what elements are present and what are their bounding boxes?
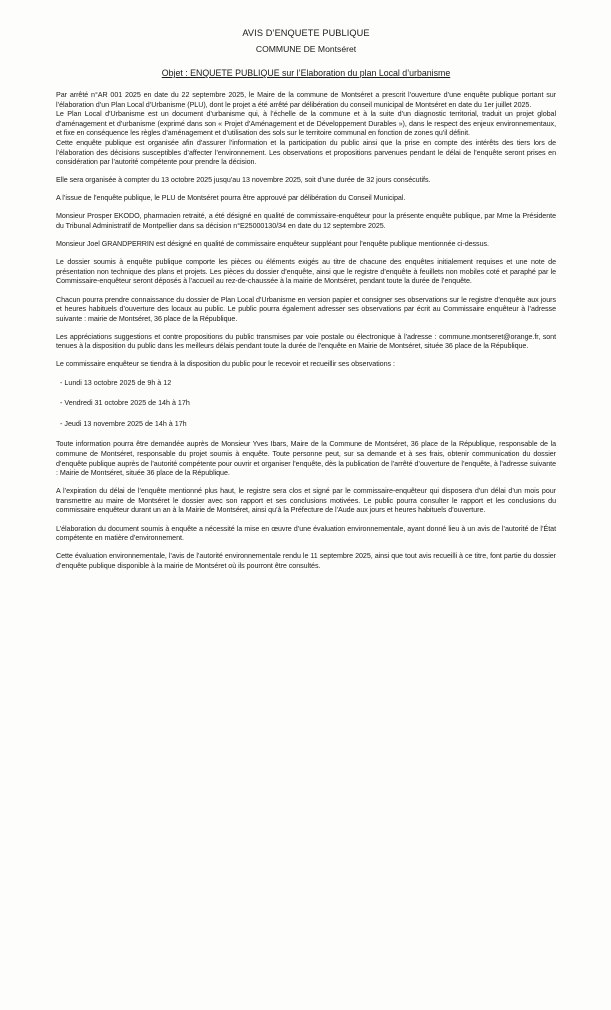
paragraph-arrete: Par arrêté n°AR 001 2025 en date du 22 septembre 2025, le Maire de la commune de Montséret a prescrit l’ouverture d’une enquête publique portant sur l’élaboration d’un Plan Local d’Urbanisme (PLU), dont le projet a été arrêté par délibération du conseil municipal de Montséret en date du 1er juillet 2025. [56,91,556,109]
paragraph-duree: Elle sera organisée à compter du 13 octobre 2025 jusqu’au 13 novembre 2025, soit d’une durée de 32 jours consécutifs. [56,176,431,185]
paragraph-permanences-intro: Le commissaire enquêteur se tiendra à la disposition du public pour le recevoir et recueillir ses observations : [56,360,395,369]
paragraph-consultation: Chacun pourra prendre connaissance du dossier de Plan Local d’Urbanisme en version papier et consigner ses observations sur le registre d’enquête aux jours et heures habituels d’ouverture des locaux au public. Le public pourra également adresser ses observations par écrit au Commissaire enquêteur à l’adresse suivante : mairie de Montséret, 36 place de la République. [56,295,556,323]
paragraph-approbation: A l’issue de l’enquête publique, le PLU de Montséret pourra être approuvé par délibération du Conseil Municipal. [56,194,406,203]
paragraph-dossier: Le dossier soumis à enquête publique comporte les pièces ou éléments exigés au titre de chacune des enquêtes initialement requises et une note de présentation non technique des plans et projets. Les pièces du dossier d’enquête, ainsi que le registre d’enquête à feuillets non mobiles coté et paraphé par le Commissaire-enquêteur seront déposés à l’accueil au rez-de-chaussée à la mairie de Montséret, pendant toute la durée de l’enquête. [56,258,556,286]
notice-document [56,28,556,580]
list-item: - Jeudi 13 novembre 2025 de 14h à 17h [56,420,556,430]
paragraph-evaluation: L’élaboration du document soumis à enquête a nécessité la mise en œuvre d’une évaluation environnementale, ayant donné lieu à un avis de l’autorité de l’État compétente en matière d’environnement. [56,524,556,543]
paragraph-commissaire: Monsieur Prosper EKODO, pharmacien retraité, a été désigné en qualité de commissaire-enquêteur pour la présente enquête publique, par Mme la Présidente du Tribunal Administratif de Montpellier dans sa décision n°E25000130/34 en date du 12 septembre 2025. [56,212,556,231]
paragraph-avis-ae: Cette évaluation environnementale, l’avis de l’autorité environnementale rendu le 11 septembre 2025, ainsi que tout avis recueilli à ce titre, font partie du dossier d’enquête publique disponible à la mairie de Montséret où ils pourront être consultés. [56,552,556,570]
notice-subject: Objet : ENQUETE PUBLIQUE sur l’Elaboration du plan Local d’urbanisme [161,68,451,78]
commune-name: COMMUNE DE Montséret [255,44,357,54]
paragraph-informations: Toute information pourra être demandée auprès de Monsieur Yves Ibars, Maire de la Commune de Montséret, 36 place de la République, responsable de la commune de Montséret, responsable du projet soumis à enquête. Toute personne peut, sur sa demande et à ses frais, obtenir communication du dossier d’enquête publique auprès de l’autorité compétente pour ouvrir et organiser l’enquête, dès la publication de l’arrêté d’ouverture de l’enquête, à l’adresse suivante : Mairie de Montséret, située 36 place de la République. [56,440,556,478]
permanences-list [56,379,556,430]
list-item: - Lundi 13 octobre 2025 de 9h à 12 [56,379,556,389]
paragraph-objectif: Cette enquête publique est organisée afin d’assurer l’information et la participation du public ainsi que la prise en compte des intérêts des tiers lors de l’élaboration des décisions susceptibles d’affecter l’environnement. Les observations et propositions parvenues pendant le délai de l’enquête seront prises en considération par l’autorité compétente pour prendre la décision. [56,138,556,167]
paragraph-suppleant: Monsieur Joel GRANDPERRIN est désigné en qualité de commissaire enquêteur suppléant pour l’enquête publique mentionnée ci-dessus. [56,240,489,249]
paragraph-plu: Le Plan Local d’Urbanisme est un document d’urbanisme qui, à l’échelle de la commune et à la suite d’un diagnostic territorial, traduit un projet global d’aménagement et d’urbanisme (exprimé dans son « Projet d’Aménagement et de Développement Durables »), dans le respect des enjeux environnementaux, et fixe en conséquence les règles d’aménagement et d’utilisation des sols sur le territoire communal en fonction de zones qu’il définit. [56,110,556,138]
notice-title: AVIS D’ENQUETE PUBLIQUE [242,28,370,38]
paragraph-cloture: A l’expiration du délai de l’enquête mentionné plus haut, le registre sera clos et signé par le commissaire-enquêteur qui disposera d’un délai d’un mois pour transmettre au maire de Montséret le dossier avec son rapport et ses conclusions motivées. Le public pourra consulter le rapport et les conclusions du commissaire enquêteur durant un an à la Mairie de Montséret, ainsi qu’à la Préfecture de l’Aude aux jours et heures habituels d’ouverture. [56,487,556,515]
list-item: - Vendredi 31 octobre 2025 de 14h à 17h [56,399,556,409]
paragraph-courriel: Les appréciations suggestions et contre propositions du public transmises par voie postale ou électronique à l’adresse : commune.montseret@orange.fr, sont tenues à la disposition du public dans les meilleurs délais pendant toute la durée de l’enquête en Mairie de Montséret, située 36 place de la République. [56,332,556,351]
